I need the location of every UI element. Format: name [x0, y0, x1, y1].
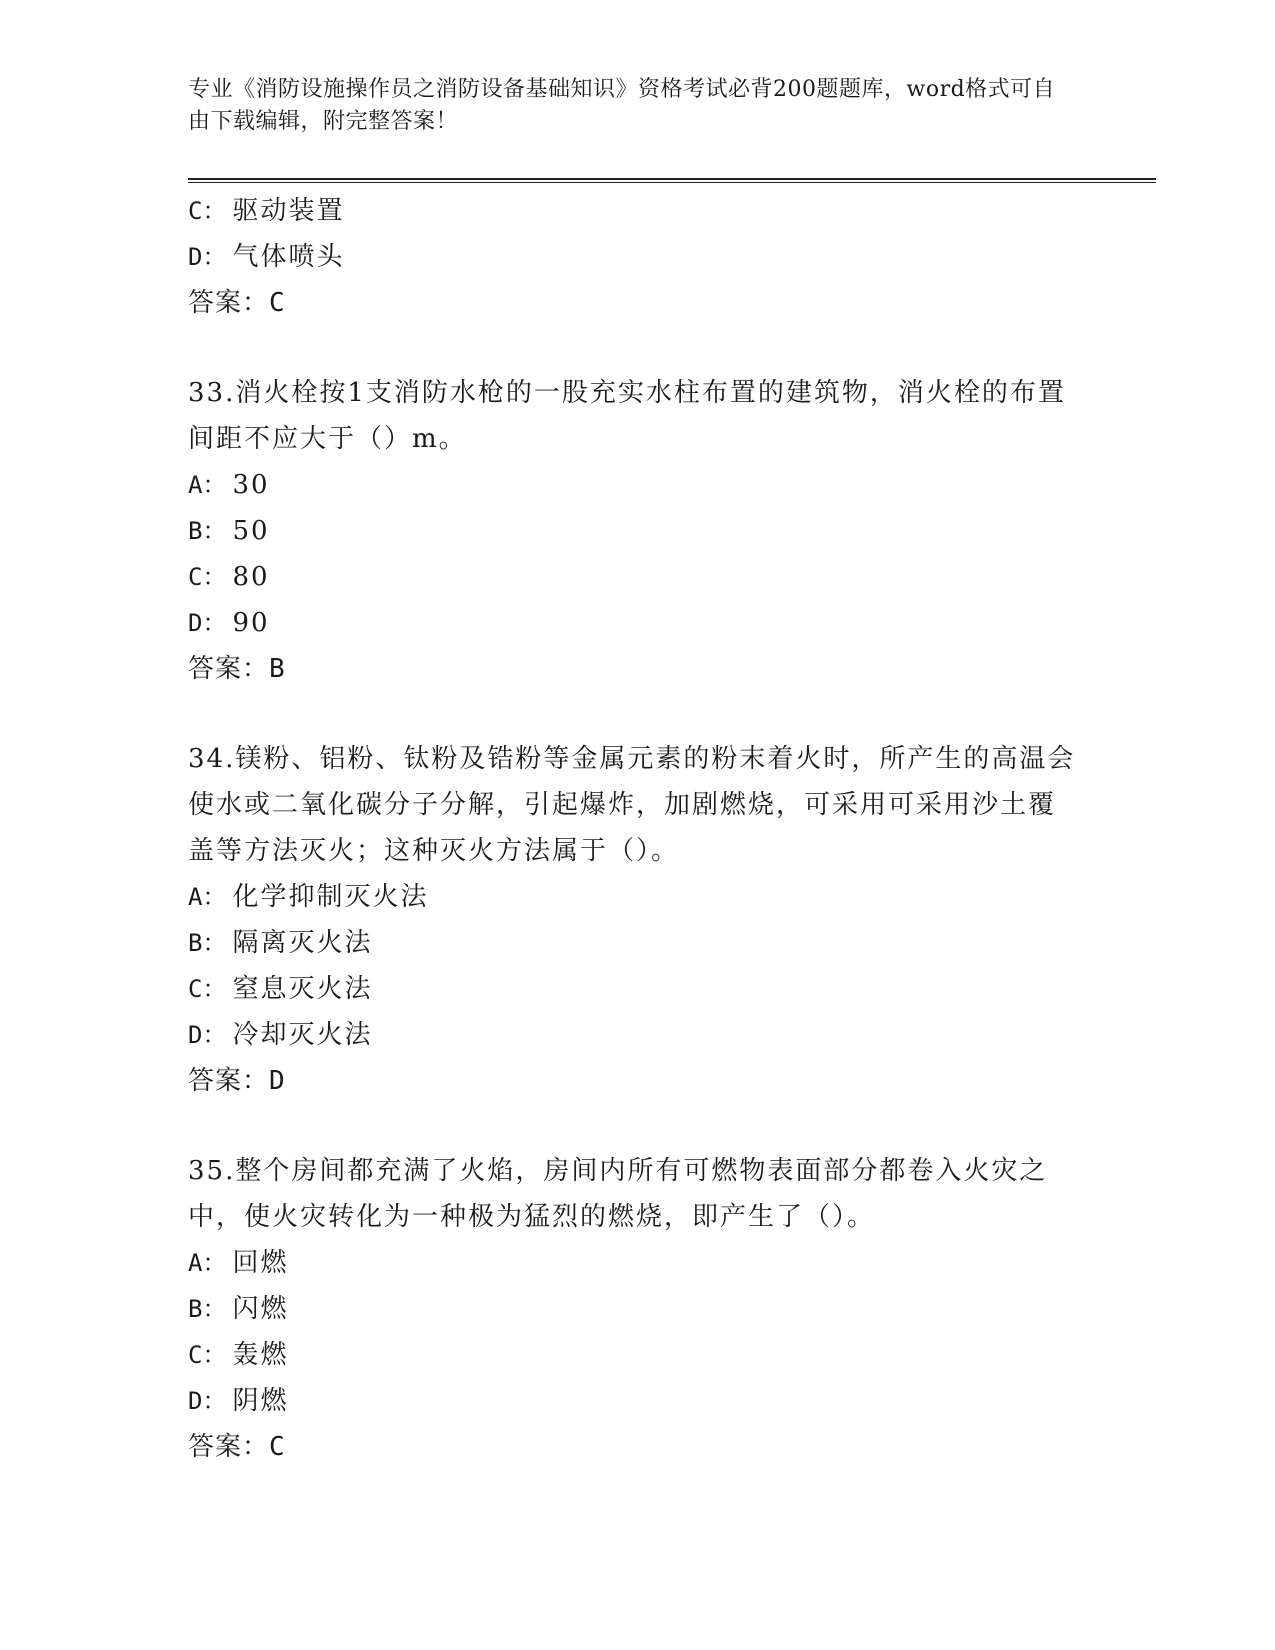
option-c: C： 80: [188, 562, 270, 592]
option-d: D： 90: [188, 608, 270, 638]
option-c: C： 轰燃: [188, 1340, 289, 1370]
option-a: A： 30: [188, 470, 270, 500]
page-header: 专业《消防设施操作员之消防设备基础知识》资格考试必背200题题库，word格式可自由下载编辑，附完整答案！: [188, 77, 1056, 134]
answer-line: 答案：B: [188, 654, 286, 684]
question-33-stem: 33.消火栓按1支消防水枪的一股充实水柱布置的建筑物，消火栓的布置间距不应大于（）m。: [188, 378, 1066, 454]
option-b: B： 闪燃: [188, 1294, 289, 1324]
option-d: D： 阴燃: [188, 1386, 289, 1416]
option-b: B： 50: [188, 516, 270, 546]
option-b: B： 隔离灭火法: [188, 928, 373, 958]
answer-line: 答案：C: [188, 1432, 286, 1462]
option-d: D： 气体喷头: [188, 242, 345, 272]
option-a: A： 化学抑制灭火法: [188, 882, 429, 912]
header-divider: [188, 178, 1156, 183]
option-c: C： 窒息灭火法: [188, 974, 373, 1004]
question-35-stem: 35.整个房间都充满了火焰，房间内所有可燃物表面部分都卷入火灾之中，使火灾转化为一种极为猛烈的燃烧，即产生了（）。: [188, 1156, 1048, 1232]
answer-line: 答案：D: [188, 1066, 286, 1096]
option-c: C： 驱动装置: [188, 196, 345, 226]
document-body: [188, 188, 1088, 1470]
option-a: A： 回燃: [188, 1248, 289, 1278]
question-34-stem: 34.镁粉、铝粉、钛粉及锆粉等金属元素的粉末着火时，所产生的高温会使水或二氧化碳分子分解，引起爆炸，加剧燃烧，可采用可采用沙土覆盖等方法灭火；这种灭火方法属于（）。: [188, 744, 1076, 866]
option-d: D： 冷却灭火法: [188, 1020, 373, 1050]
answer-line: 答案：C: [188, 288, 286, 318]
